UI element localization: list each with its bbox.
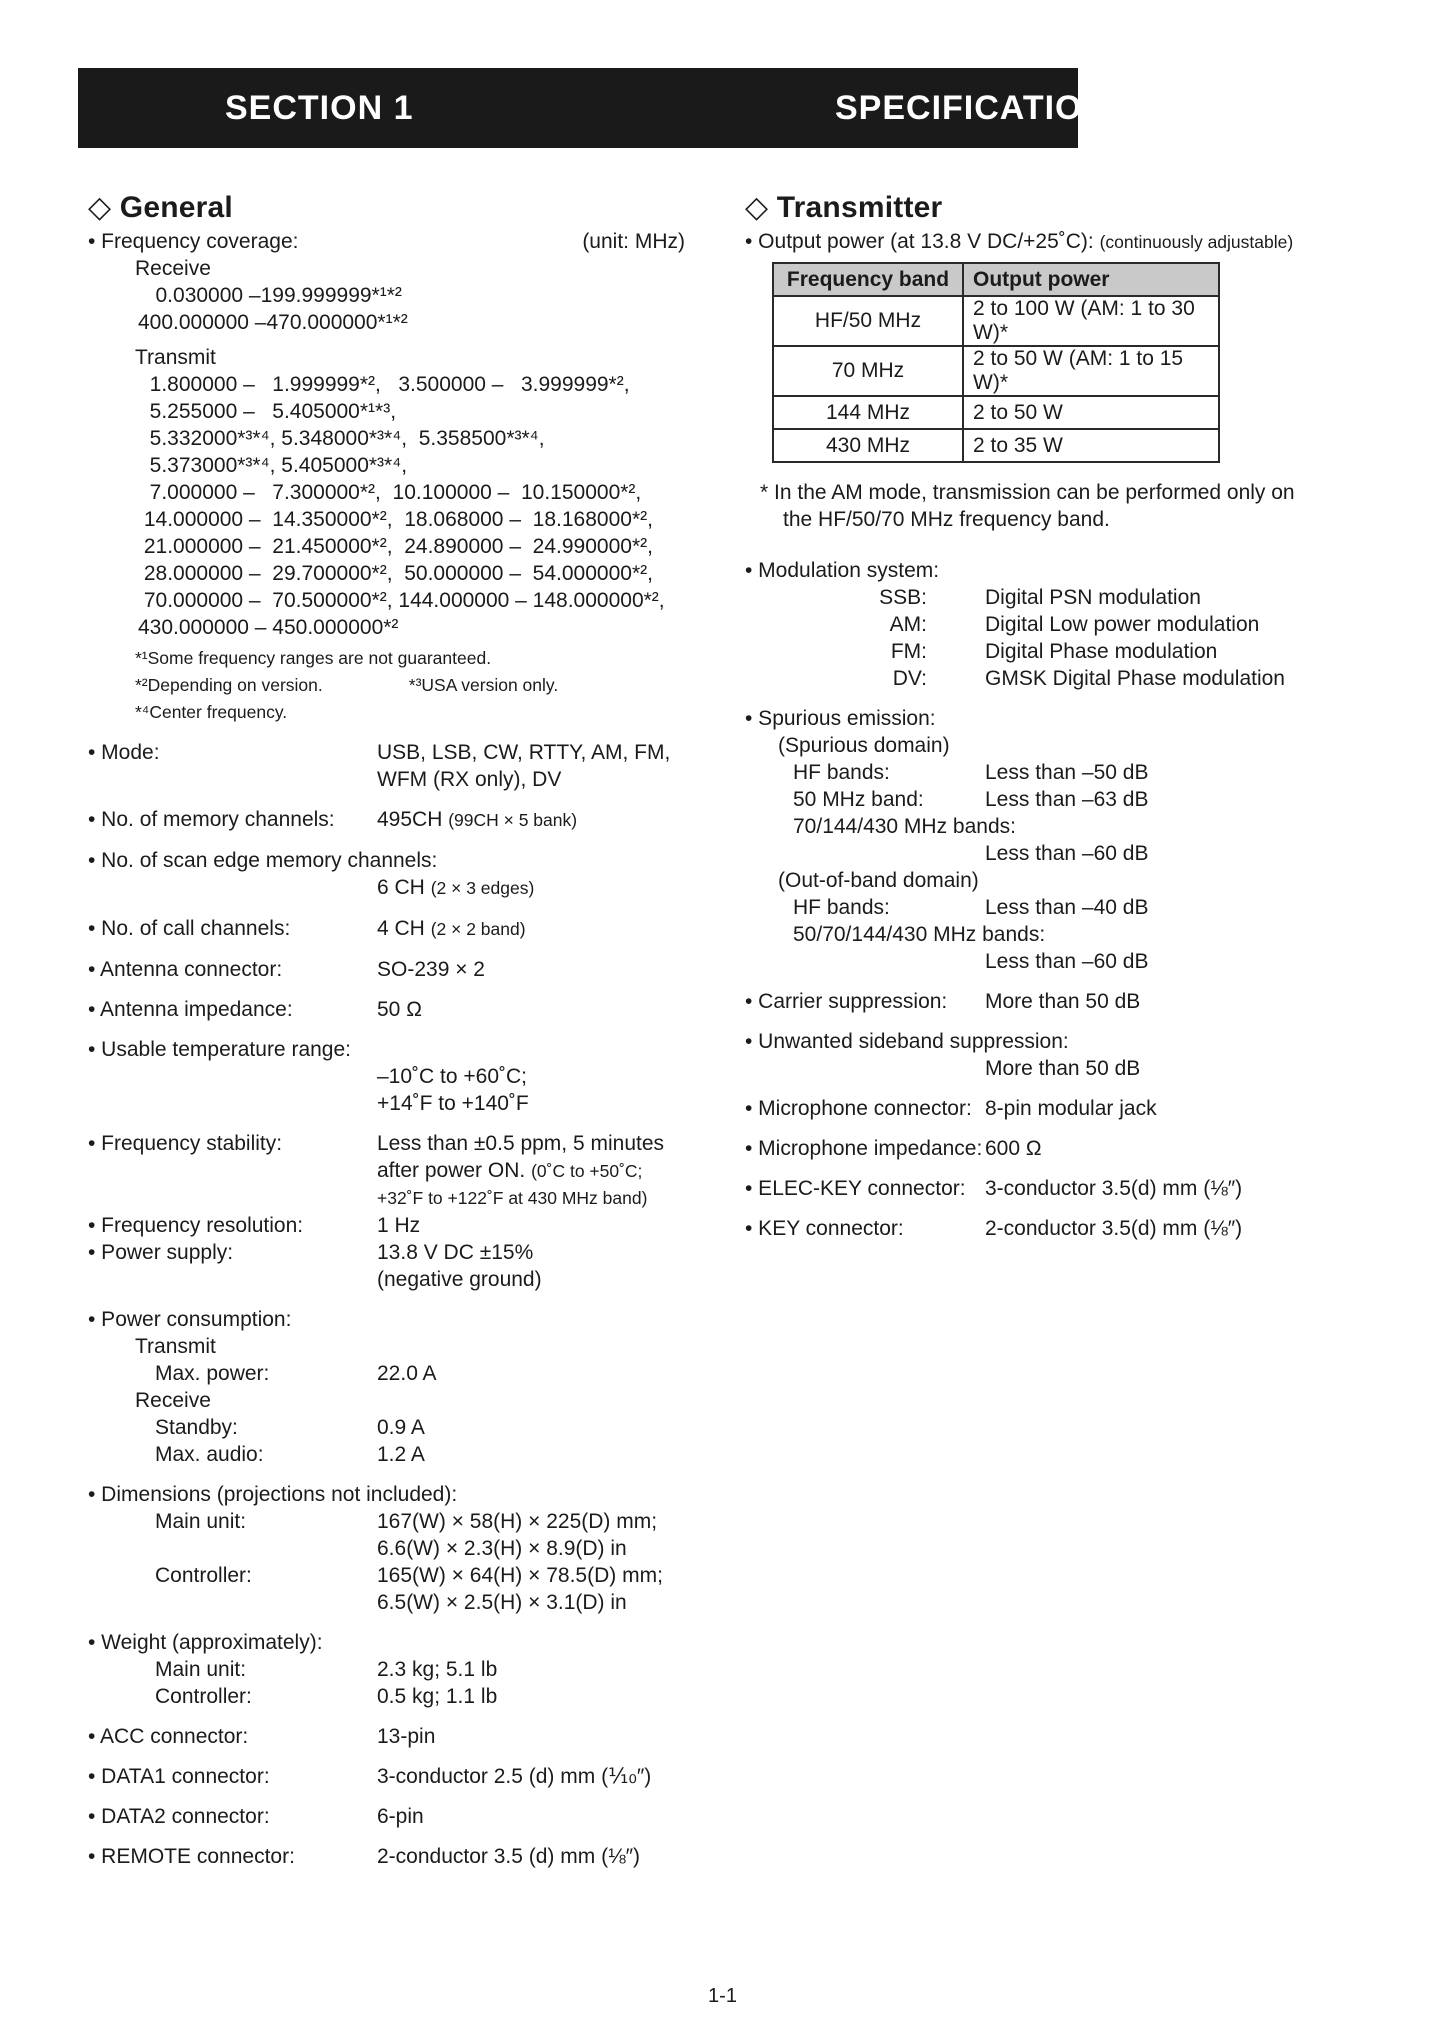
mod-mode-label: DV: bbox=[892, 667, 927, 690]
oob-hf-value: Less than –40 dB bbox=[985, 896, 1149, 919]
spec-label: • Microphone impedance: bbox=[745, 1137, 983, 1160]
sd-50-label: 50 MHz band: bbox=[793, 788, 924, 811]
transmit-label: Transmit bbox=[135, 346, 216, 369]
oob-hf-label: HF bands: bbox=[793, 896, 890, 919]
sd-multi-label: 70/144/430 MHz bands: bbox=[793, 815, 1016, 838]
spec-antenna-impedance bbox=[88, 996, 745, 1023]
pc-max-power-value: 22.0 A bbox=[377, 1362, 437, 1385]
spec-label: • No. of memory channels: bbox=[88, 808, 335, 831]
spec-temperature-range bbox=[88, 1036, 745, 1117]
section-header-bar bbox=[78, 68, 1132, 148]
weight-controller-label: Controller: bbox=[155, 1685, 252, 1708]
general-heading: ◇ General bbox=[88, 191, 233, 224]
mod-system-value: Digital Phase modulation bbox=[985, 640, 1218, 663]
spec-value bbox=[377, 874, 745, 902]
spec-label: • Spurious emission: bbox=[745, 707, 936, 730]
receive-range-line: 400.000000 –470.000000*¹*² bbox=[138, 311, 408, 334]
footnote-3: *³USA version only. bbox=[408, 675, 559, 695]
sd-multi-value: Less than –60 dB bbox=[985, 842, 1149, 865]
spec-value bbox=[377, 1239, 745, 1293]
mode-line: WFM (RX only), DV bbox=[377, 768, 562, 791]
spec-value: 8-pin modular jack bbox=[985, 1097, 1157, 1120]
sd-50-value: Less than –63 dB bbox=[985, 788, 1149, 811]
unit-note: (unit: MHz) bbox=[582, 230, 685, 253]
spec-mode bbox=[88, 739, 745, 793]
transmit-range-line: 5.373000*³*⁴, 5.405000*³*⁴, bbox=[138, 454, 408, 477]
pc-transmit-label: Transmit bbox=[135, 1335, 216, 1358]
table-row bbox=[773, 296, 1219, 346]
weight-main-unit-value: 2.3 kg; 5.1 lb bbox=[377, 1658, 498, 1681]
table-note: * In the AM mode, transmission can be performed only on bbox=[760, 481, 1295, 504]
footnote-1: *¹Some frequency ranges are not guaranteed. bbox=[135, 648, 492, 668]
spec-spurious-emission bbox=[745, 705, 1380, 975]
transmit-range-line: 1.800000 – 1.999999*², 3.500000 – 3.999999*², bbox=[138, 373, 630, 396]
spec-label: • No. of scan edge memory channels: bbox=[88, 849, 438, 872]
oob-multi-label: 50/70/144/430 MHz bands: bbox=[793, 923, 1046, 946]
transmit-range-line: 7.000000 – 7.300000*², 10.100000 – 10.150000*², bbox=[138, 481, 642, 504]
table-row bbox=[773, 429, 1219, 462]
weight-main-unit-label: Main unit: bbox=[155, 1658, 247, 1681]
weight-controller-value: 0.5 kg; 1.1 lb bbox=[377, 1685, 498, 1708]
mod-system-value: Digital PSN modulation bbox=[985, 586, 1201, 609]
spec-label: • Weight (approximately): bbox=[88, 1631, 323, 1654]
pc-standby-label: Standby: bbox=[155, 1416, 238, 1439]
spec-modulation-system bbox=[745, 557, 1380, 692]
spec-power-supply bbox=[88, 1239, 745, 1293]
col-frequency-band: Frequency band bbox=[773, 263, 963, 296]
spec-label: • REMOTE connector: bbox=[88, 1845, 295, 1868]
mod-system-value: GMSK Digital Phase modulation bbox=[985, 667, 1285, 690]
stability-main: after power ON. bbox=[377, 1159, 532, 1182]
spec-scan-edge-channels bbox=[88, 847, 745, 902]
band-cell: 430 MHz bbox=[773, 429, 963, 462]
spec-value: 50 Ω bbox=[377, 998, 422, 1021]
page-title: SPECIFICATIONS bbox=[835, 88, 1132, 127]
transmit-range-line: 28.000000 – 29.700000*², 50.000000 – 54.000000*², bbox=[138, 562, 653, 585]
mode-line: USB, LSB, CW, RTTY, AM, FM, bbox=[377, 741, 671, 764]
general-section bbox=[88, 190, 745, 1870]
spec-unwanted-sideband bbox=[745, 1028, 1380, 1082]
spec-elec-key-connector bbox=[745, 1175, 1380, 1202]
spec-label: • Power supply: bbox=[88, 1241, 234, 1264]
spec-frequency-resolution bbox=[88, 1212, 745, 1239]
mod-mode-label: FM: bbox=[890, 640, 927, 663]
spec-value bbox=[377, 806, 745, 834]
value-main: 4 CH bbox=[377, 917, 431, 940]
spec-value: More than 50 dB bbox=[985, 990, 1141, 1013]
section-number: SECTION 1 bbox=[225, 88, 414, 127]
footnote-2: *²Depending on version. bbox=[135, 675, 323, 695]
value-note: (2 × 2 band) bbox=[430, 919, 526, 939]
transmitter-section bbox=[745, 190, 1380, 1870]
value-main: 495CH bbox=[377, 808, 449, 831]
spec-label: • KEY connector: bbox=[745, 1217, 904, 1240]
spec-value: 2-conductor 3.5(d) mm (⅛″) bbox=[985, 1217, 1243, 1240]
spec-value bbox=[377, 1130, 745, 1212]
spec-value: 3-conductor 2.5 (d) mm (⅒″) bbox=[377, 1765, 652, 1788]
table-header-row bbox=[773, 263, 1219, 296]
spec-label: • Frequency stability: bbox=[88, 1132, 283, 1155]
spec-label: • Antenna connector: bbox=[88, 958, 283, 981]
band-cell: 144 MHz bbox=[773, 396, 963, 429]
spec-value bbox=[377, 1063, 745, 1117]
power-cell: 2 to 35 W bbox=[963, 429, 1219, 462]
spec-label: • ACC connector: bbox=[88, 1725, 249, 1748]
output-power-row bbox=[745, 228, 1380, 256]
supply-line: (negative ground) bbox=[377, 1268, 542, 1291]
spec-frequency-stability bbox=[88, 1130, 745, 1212]
stability-line bbox=[377, 1157, 745, 1185]
spec-memory-channels bbox=[88, 806, 745, 834]
dim-controller-value bbox=[377, 1562, 745, 1616]
dim-line: 167(W) × 58(H) × 225(D) mm; bbox=[377, 1510, 658, 1533]
pc-max-power-label: Max. power: bbox=[155, 1362, 270, 1385]
mod-system-value: Digital Low power modulation bbox=[985, 613, 1260, 636]
transmit-range-line: 5.332000*³*⁴, 5.348000*³*⁴, 5.358500*³*⁴, bbox=[138, 427, 545, 450]
output-power-table bbox=[772, 262, 1220, 463]
footnote-row bbox=[88, 672, 745, 699]
spec-mic-impedance bbox=[745, 1135, 1380, 1162]
page-number: 1-1 bbox=[708, 1985, 737, 2007]
transmit-range-line: 430.000000 – 450.000000*² bbox=[138, 616, 399, 639]
spec-label: • ELEC-KEY connector: bbox=[745, 1177, 966, 1200]
spec-label: • Microphone connector: bbox=[745, 1097, 972, 1120]
temp-line: –10˚C to +60˚C; bbox=[377, 1065, 527, 1088]
spec-label: • Antenna impedance: bbox=[88, 998, 293, 1021]
spec-weight bbox=[88, 1629, 745, 1710]
spec-data1-connector bbox=[88, 1763, 745, 1790]
dim-line: 6.6(W) × 2.3(H) × 8.9(D) in bbox=[377, 1537, 627, 1560]
dim-main-unit-label: Main unit: bbox=[155, 1510, 247, 1533]
spec-label: • Frequency resolution: bbox=[88, 1214, 304, 1237]
spec-value: SO-239 × 2 bbox=[377, 958, 485, 981]
dim-main-unit-value bbox=[377, 1508, 745, 1562]
spec-power-consumption bbox=[88, 1306, 745, 1468]
spec-value: 1 Hz bbox=[377, 1214, 421, 1237]
spec-antenna-connector bbox=[88, 956, 745, 983]
transmitter-heading: ◇ Transmitter bbox=[745, 191, 943, 224]
band-cell: HF/50 MHz bbox=[773, 296, 963, 346]
value-note: (99CH × 5 bank) bbox=[448, 810, 578, 830]
spec-acc-connector bbox=[88, 1723, 745, 1750]
footnote-4: *⁴Center frequency. bbox=[135, 702, 288, 722]
receive-label: Receive bbox=[135, 257, 211, 280]
stability-note: +32˚F to +122˚F at 430 MHz band) bbox=[377, 1188, 648, 1208]
sd-hf-label: HF bands: bbox=[793, 761, 890, 784]
spec-label: • Modulation system: bbox=[745, 559, 940, 582]
value-main: 6 CH bbox=[377, 876, 431, 899]
band-cell: 70 MHz bbox=[773, 346, 963, 396]
transmit-range-line: 21.000000 – 21.450000*², 24.890000 – 24.990000*², bbox=[138, 535, 653, 558]
stability-note: (0˚C to +50˚C; bbox=[531, 1161, 643, 1181]
power-cell: 2 to 100 W (AM: 1 to 30 W)* bbox=[963, 296, 1219, 346]
col-output-power: Output power bbox=[963, 263, 1219, 296]
spec-label: • Mode: bbox=[88, 741, 160, 764]
mod-mode-label: AM: bbox=[889, 613, 927, 636]
spec-value: More than 50 dB bbox=[985, 1057, 1141, 1080]
table-row bbox=[773, 396, 1219, 429]
spec-carrier-suppression bbox=[745, 988, 1380, 1015]
pc-standby-value: 0.9 A bbox=[377, 1416, 425, 1439]
spec-label: • DATA2 connector: bbox=[88, 1805, 270, 1828]
dim-line: 6.5(W) × 2.5(H) × 3.1(D) in bbox=[377, 1591, 627, 1614]
transmit-range-line: 70.000000 – 70.500000*², 144.000000 – 148.000000*², bbox=[138, 589, 665, 612]
table-note: the HF/50/70 MHz frequency band. bbox=[783, 508, 1110, 531]
spec-value: 3-conductor 3.5(d) mm (⅛″) bbox=[985, 1177, 1243, 1200]
transmit-range-line: 14.000000 – 14.350000*², 18.068000 – 18.168000*², bbox=[138, 508, 653, 531]
spec-mic-connector bbox=[745, 1095, 1380, 1122]
supply-line: 13.8 V DC ±15% bbox=[377, 1241, 534, 1264]
spec-value bbox=[377, 915, 745, 943]
dim-line: 165(W) × 64(H) × 78.5(D) mm; bbox=[377, 1564, 663, 1587]
transmit-range-line: 5.255000 – 5.405000*¹*³, bbox=[138, 400, 397, 423]
spec-call-channels bbox=[88, 915, 745, 943]
pc-max-audio-label: Max. audio: bbox=[155, 1443, 264, 1466]
frequency-coverage-label: • Frequency coverage: bbox=[88, 230, 299, 253]
spec-label: • Power consumption: bbox=[88, 1308, 292, 1331]
temp-line: +14˚F to +140˚F bbox=[377, 1092, 529, 1115]
spec-key-connector bbox=[745, 1215, 1380, 1242]
pc-receive-label: Receive bbox=[135, 1389, 211, 1412]
oob-multi-value: Less than –60 dB bbox=[985, 950, 1149, 973]
oob-domain-label: (Out-of-band domain) bbox=[778, 869, 979, 892]
pc-max-audio-value: 1.2 A bbox=[377, 1443, 425, 1466]
spec-value: 600 Ω bbox=[985, 1137, 1042, 1160]
spec-label: • Usable temperature range: bbox=[88, 1038, 351, 1061]
spec-label: • Unwanted sideband suppression: bbox=[745, 1030, 1069, 1053]
power-cell: 2 to 50 W (AM: 1 to 15 W)* bbox=[963, 346, 1219, 396]
spec-label: • No. of call channels: bbox=[88, 917, 291, 940]
spec-value bbox=[377, 739, 745, 793]
spec-label: • Dimensions (projections not included): bbox=[88, 1483, 458, 1506]
spec-value: 2-conductor 3.5 (d) mm (⅛″) bbox=[377, 1845, 641, 1868]
receive-range-line: 0.030000 –199.999999*¹*² bbox=[138, 284, 402, 307]
spec-label: • DATA1 connector: bbox=[88, 1765, 270, 1788]
spec-value: 13-pin bbox=[377, 1725, 436, 1748]
spec-label: • Carrier suppression: bbox=[745, 990, 948, 1013]
spec-dimensions bbox=[88, 1481, 745, 1616]
mod-mode-label: SSB: bbox=[879, 586, 927, 609]
output-power-label: • Output power (at 13.8 V DC/+25˚C): bbox=[745, 230, 1100, 253]
stability-line: Less than ±0.5 ppm, 5 minutes bbox=[377, 1132, 665, 1155]
table-row bbox=[773, 346, 1219, 396]
spec-remote-connector bbox=[88, 1843, 745, 1870]
sd-hf-value: Less than –50 dB bbox=[985, 761, 1149, 784]
power-cell: 2 to 50 W bbox=[963, 396, 1219, 429]
output-power-note: (continuously adjustable) bbox=[1099, 232, 1294, 252]
content-columns bbox=[88, 190, 1380, 1870]
dim-controller-label: Controller: bbox=[155, 1564, 252, 1587]
value-note: (2 × 3 edges) bbox=[430, 878, 535, 898]
spurious-domain-label: (Spurious domain) bbox=[778, 734, 950, 757]
spec-value: 6-pin bbox=[377, 1805, 424, 1828]
spec-data2-connector bbox=[88, 1803, 745, 1830]
frequency-coverage-row bbox=[88, 228, 745, 255]
